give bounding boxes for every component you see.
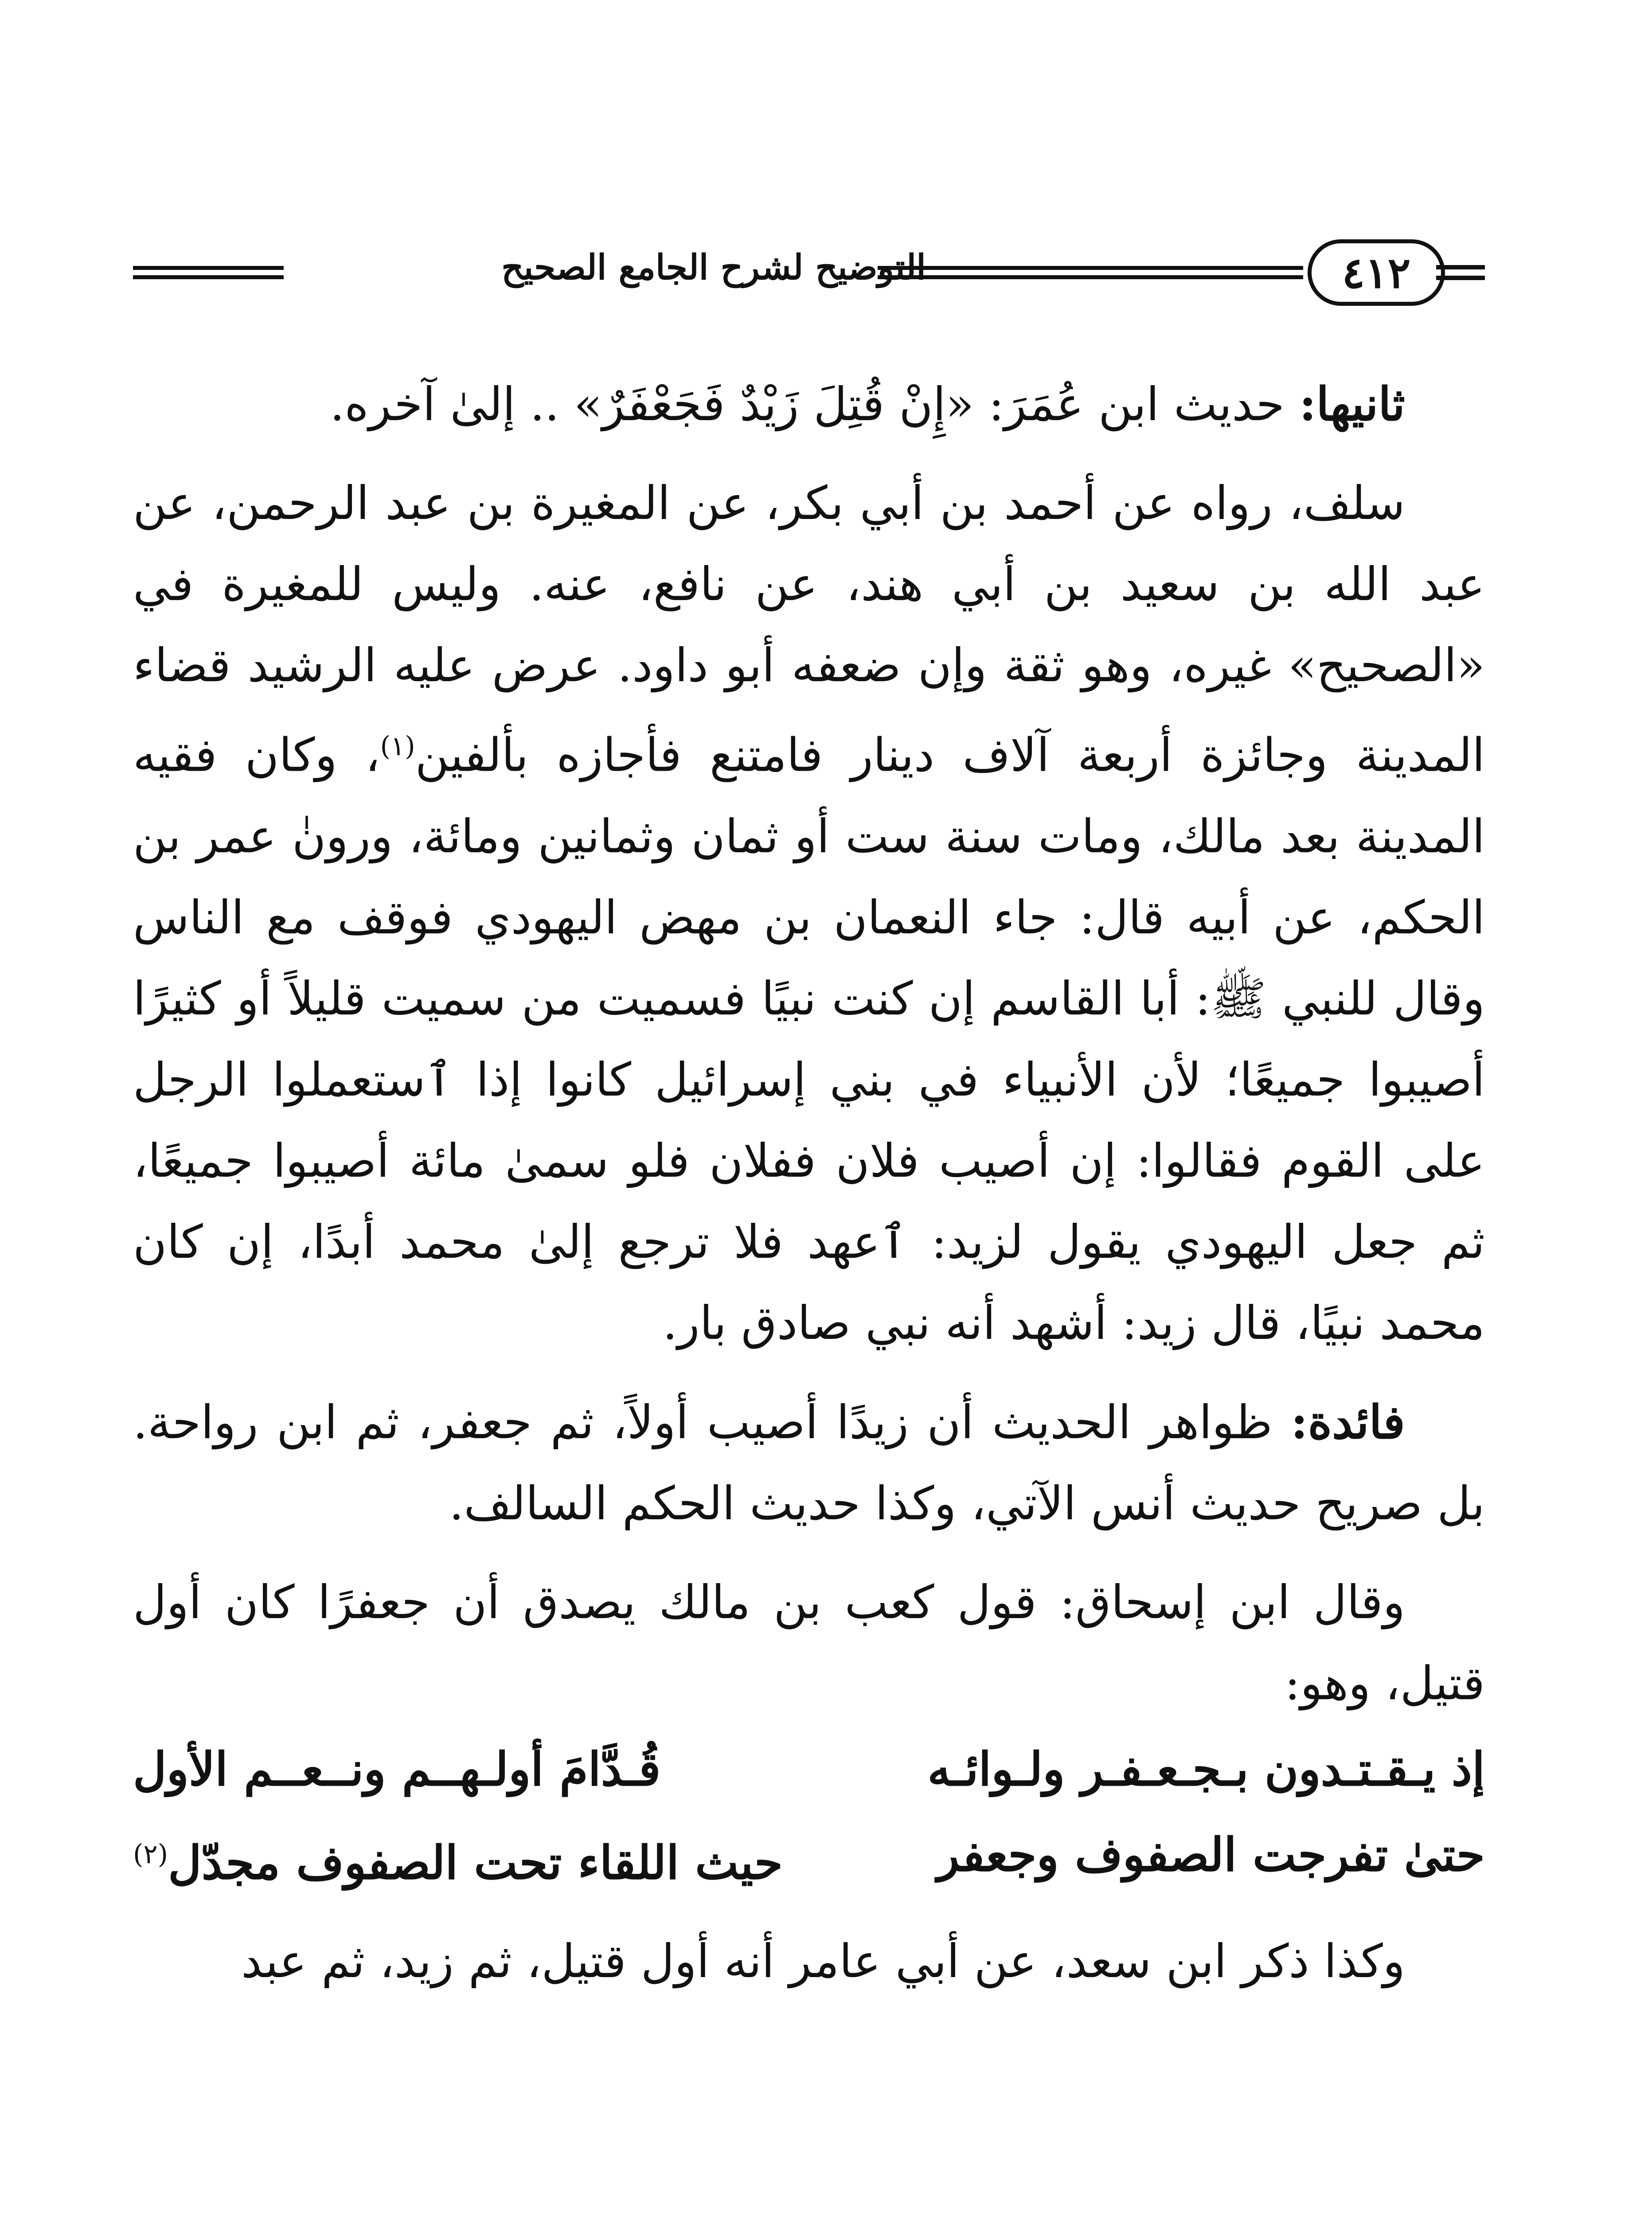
verse-text: حيث اللقاء تحت الصفوف مجدّل [168,1835,783,1890]
paragraph-text: وقال ابن إسحاق: قول كعب بن مالك يصدق أن جعفرًا كان أول قتيل، وهو: [133,1575,1485,1710]
footnote-reference[interactable]: (١) [380,731,415,762]
paragraph [133,463,1485,1364]
header-rule-left [133,266,284,279]
poem-verse [133,1728,1485,1810]
paragraph [133,363,1485,445]
main-text [133,363,1485,2020]
paragraph-text: ، وكان فقيه المدينة بعد مالك، ومات سنة ست أو ثمان وثمانين ومائة، ورونٰ عمر بن الحكم، عن أبيه قال: جاء النعمان بن مهض اليهودي فوقف مع الناس وقال للنبي ﷺ: أبا القاسم إن كنت نبيًا فسميت من سميت قليلاً أو كثيرًا أصيبوا جميعًا؛ لأن الأنبياء في بني إسرائيل كانوا إذا ٱستعملوا الرجل على القوم فقالوا: إن أصيب فلان ففلان فلو سمىٰ مائة أصيبوا جميعًا، ثم جعل اليهودي يقول لزيد: ٱعهد فلا ترجع إلىٰ محمد أبدًا، إن كان محمد نبيًا، قال زيد: أشهد أنه نبي صادق بار. [133,728,1485,1350]
paragraph [133,1921,1485,2002]
paragraph-text: ظواهر الحديث أن زيدًا أصيب أولاً، ثم جعفر، ثم ابن رواحة. بل صريح حديث أنس الآتي، وكذا حديث الحكم السالف. [133,1395,1485,1530]
paragraph [133,1562,1485,1724]
paragraph-lead: ثانيها: [1299,377,1405,431]
running-header [133,239,1485,306]
page-number: ٤١٢ [1308,239,1445,306]
paragraph-lead: فائدة: [1291,1394,1405,1449]
paragraph-text: وكذا ذكر ابن سعد، عن أبي عامر أنه أول قتيل، ثم زيد، ثم عبد [241,1934,1405,1989]
paragraph [133,1381,1485,1544]
verse-hemistich-first: إذ يـقـتـدون بـجـعـفـر ولـوائـه [927,1741,1485,1796]
verse-hemistich-second: قُـدَّامَ أولـهــم ونــعــم الأول [133,1741,661,1796]
verse-hemistich-second [133,1814,783,1904]
poem-verse [133,1814,1485,1904]
running-title: التوضيح لشرح الجامع الصحيح [501,247,926,288]
footnote-reference[interactable]: (٢) [133,1838,168,1870]
paragraph-text: سلف، رواه عن أحمد بن أبي بكر، عن المغيرة بن عبد الرحمن، عن عبد الله بن سعيد بن أبي هند، عن نافع، عنه. وليس للمغيرة في «الصحيح» غيره، وهو ثقة وإن ضعفه أبو داود. عرض عليه الرشيد قضاء المدينة وجائزة أربعة آلاف دينار فامتنع فأجازه بألفين [133,476,1485,782]
paragraph-text: حديث ابن عُمَرَ: «إِنْ قُتِلَ زَيْدٌ فَجَعْفَرٌ» .. إلىٰ آخره. [330,377,1300,431]
verse-hemistich-first: حتىٰ تفرجت الصفوف وجعفر [937,1827,1485,1882]
